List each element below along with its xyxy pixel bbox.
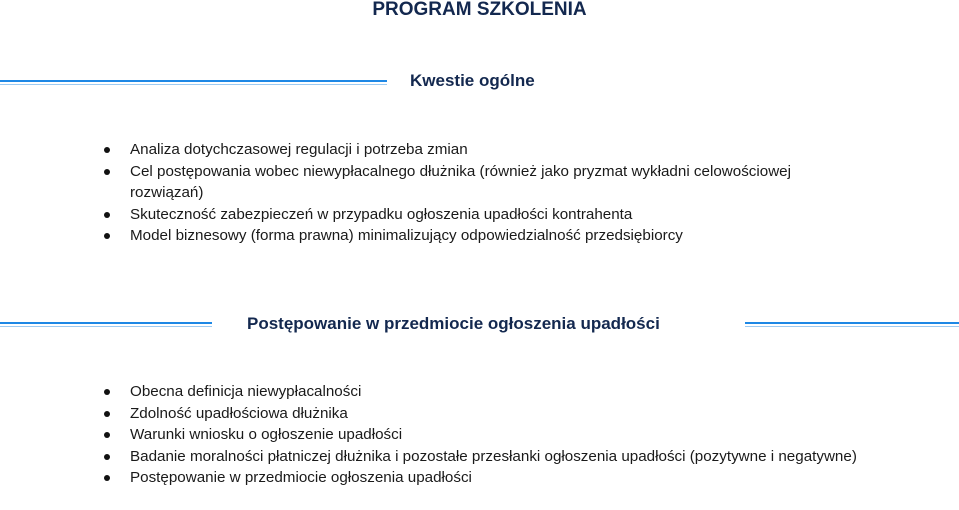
- section-rule-left: [0, 80, 387, 82]
- list-item: Model biznesowy (forma prawna) minimalizujący odpowiedzialność przedsiębiorcy: [102, 225, 802, 247]
- document-title: PROGRAM SZKOLENIA: [372, 0, 587, 20]
- list-item: Skuteczność zabezpieczeń w przypadku ogłoszenia upadłości kontrahenta: [102, 204, 802, 226]
- list-item: Obecna definicja niewypłacalności: [102, 381, 882, 403]
- list-item: Badanie moralności płatniczej dłużnika i pozostałe przesłanki ogłoszenia upadłości (pozytywne i negatywne): [102, 446, 882, 468]
- bullet-list: [102, 381, 882, 489]
- section-heading: Postępowanie w przedmiocie ogłoszenia upadłości: [247, 314, 660, 333]
- section-rule-left: [0, 322, 212, 324]
- section-heading: Kwestie ogólne: [410, 71, 535, 90]
- bullet-list: [102, 139, 802, 247]
- list-item: Zdolność upadłościowa dłużnika: [102, 403, 882, 425]
- section-rule-right: [745, 322, 959, 324]
- list-item: Cel postępowania wobec niewypłacalnego dłużnika (również jako pryzmat wykładni celowościowej rozwiązań): [102, 161, 802, 204]
- list-item: Analiza dotychczasowej regulacji i potrzeba zmian: [102, 139, 802, 161]
- list-item: Warunki wniosku o ogłoszenie upadłości: [102, 424, 882, 446]
- list-item: Postępowanie w przedmiocie ogłoszenia upadłości: [102, 467, 882, 489]
